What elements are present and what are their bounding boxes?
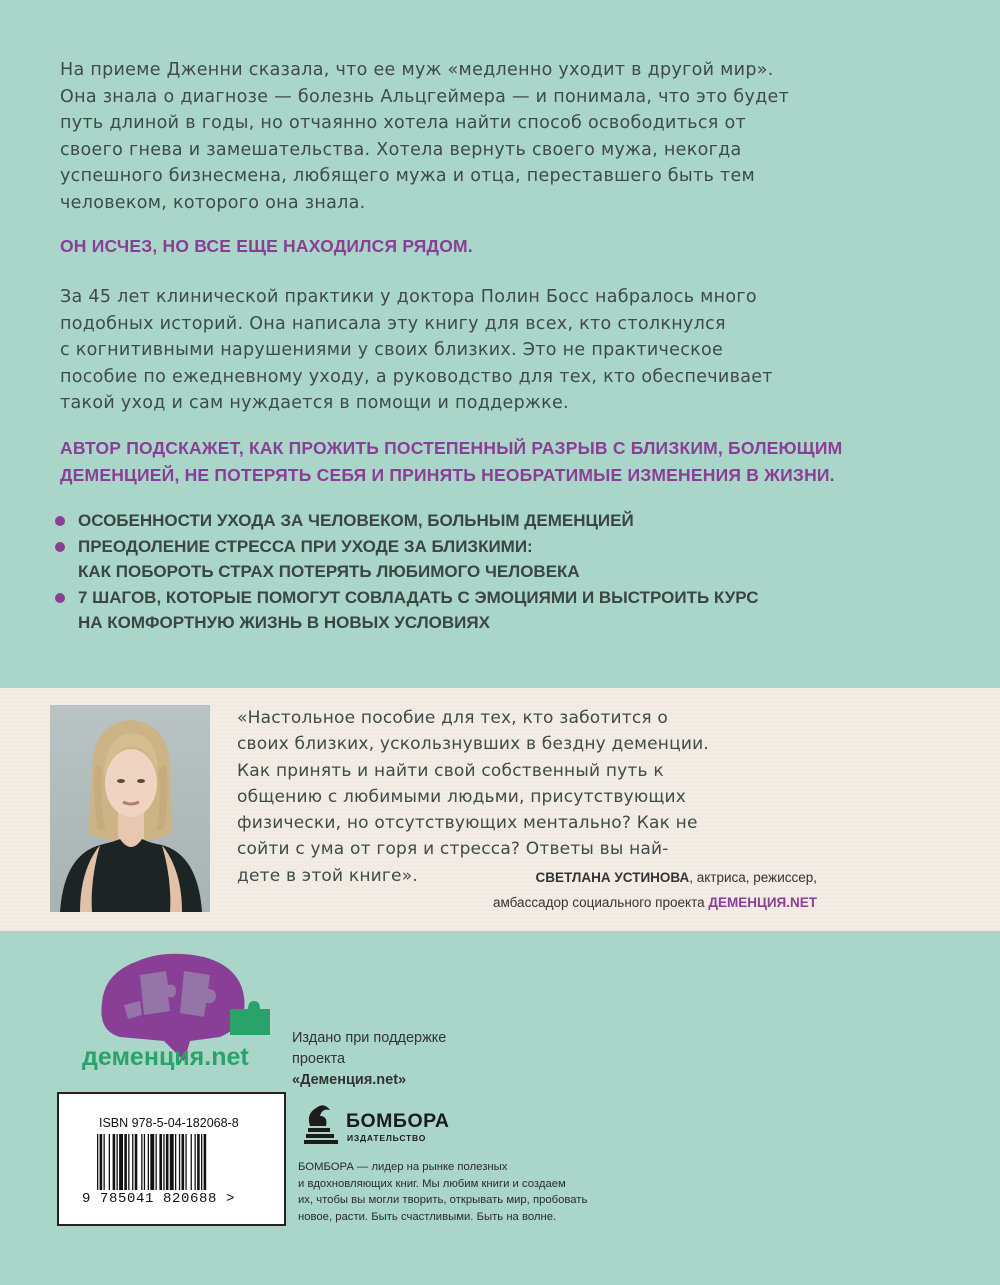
author-photo	[50, 705, 210, 912]
quote-line: дете в этой книге».	[237, 865, 418, 886]
quote-line: сойти с ума от горя и стресса? Ответы вы най-	[237, 839, 669, 860]
quote-line: Как принять и найти свой собственный путь к	[237, 760, 664, 781]
quote-line: своих близких, ускользнувших в бездну деменции.	[237, 734, 709, 755]
practice-line: такой уход и сам нуждается в помощи и поддержке.	[60, 393, 569, 413]
quote-line: «Настольное пособие для тех, кто заботится о	[237, 708, 669, 728]
accent-heading-1: ОН ИСЧЕЗ, НО ВСЕ ЕЩЕ НАХОДИЛСЯ РЯДОМ.	[60, 236, 473, 256]
intro-line: человеком, которого она знала.	[60, 192, 366, 213]
support-project: «Деменция.net»	[292, 1072, 407, 1088]
bullet-dot-icon	[55, 542, 65, 552]
practice-line: пособие по ежедневному уходу, а руководство для тех, кто обеспечивает	[60, 366, 773, 387]
quote-line: физически, но отсутствующих ментально? Как не	[237, 813, 698, 834]
portrait-illustration	[50, 705, 210, 912]
bullet-dot-icon	[55, 516, 65, 526]
feature-list	[55, 508, 955, 636]
list-item: ПРЕОДОЛЕНИЕ СТРЕССА ПРИ УХОДЕ ЗА БЛИЗКИМИ: КАК ПОБОРОТЬ СТРАХ ПОТЕРЯТЬ ЛЮБИМОГО ЧЕЛОВЕКА	[55, 534, 955, 585]
intro-line: успешного бизнесмена, любящего мужа и отца, переставшего быть тем	[60, 166, 756, 186]
quote-line: общению с любимыми людьми, присутствующих	[237, 786, 687, 807]
list-item: 7 ШАГОВ, КОТОРЫЕ ПОМОГУТ СОВЛАДАТЬ С ЭМОЦИЯМИ И ВЫСТРОИТЬ КУРС НА КОМФОРТНУЮ ЖИЗНЬ В НОВЫХ УСЛОВИЯХ	[55, 585, 955, 636]
quote-text	[237, 705, 957, 889]
accent-heading-2: АВТОР ПОДСКАЖЕТ, КАК ПРОЖИТЬ ПОСТЕПЕННЫЙ РАЗРЫВ С БЛИЗКИМ, БОЛЕЮЩИМ ДЕМЕНЦИЕЙ, НЕ ПОТЕРЯТЬ СЕБЯ И ПРИНЯТЬ НЕОБРАТИМЫЕ ИЗМЕНЕНИЯ В ЖИЗНИ.	[60, 438, 843, 485]
barcode-digits: 9 785041 820688 >	[82, 1191, 236, 1207]
quote-author-role: , актриса, режиссер,	[689, 870, 817, 885]
project-name: ДЕМЕНЦИЯ.NET	[708, 895, 817, 910]
bullet-dot-icon	[55, 593, 65, 603]
publisher-description: БОМБОРА — лидер на рынке полезных и вдохновляющих книг. Мы любим книги и создаем их, чтобы вы могли творить, открывать мир, пробовать новое, расти. Быть счастливыми. Быть на волне.	[298, 1161, 588, 1223]
quote-attribution	[217, 870, 817, 885]
quote-attribution-line2: амбассадор социального проекта ДЕМЕНЦИЯ.NET	[493, 895, 817, 910]
intro-paragraph	[60, 57, 940, 216]
publisher-subtitle: ИЗДАТЕЛЬСТВО	[347, 1133, 427, 1143]
publisher-name: БОМБОРА	[346, 1110, 450, 1132]
bombora-wave-icon	[300, 1098, 342, 1148]
dementia-net-logo	[80, 945, 285, 1075]
intro-line: своего гнева и замешательства. Хотела вернуть своего мужа, некогда	[60, 139, 742, 160]
practice-line: подобных историй. Она написала эту книгу для всех, кто столкнулся	[60, 313, 726, 334]
intro-line: Она знала о диагнозе — болезнь Альцгеймера — и понимала, что это будет	[60, 86, 790, 107]
practice-line: с когнитивными нарушениями у своих близких. Это не практическое	[60, 340, 724, 360]
support-note: Издано при поддержке проекта «Деменция.net»	[292, 1030, 447, 1088]
list-item: ОСОБЕННОСТИ УХОДА ЗА ЧЕЛОВЕКОМ, БОЛЬНЫМ ДЕМЕНЦИЕЙ	[55, 508, 955, 534]
barcode-bars	[97, 1134, 255, 1190]
intro-line: На приеме Дженни сказала, что ее муж «медленно уходит в другой мир».	[60, 60, 774, 80]
practice-paragraph	[60, 284, 940, 417]
isbn-label: ISBN 978-5-04-182068-8	[99, 1116, 239, 1130]
practice-line: За 45 лет клинической практики у доктора Полин Босс набралось много	[60, 287, 757, 307]
intro-line: путь длиной в годы, но отчаянно хотела найти способ освободиться от	[60, 113, 746, 133]
logo-text: деменция.net	[82, 1043, 249, 1071]
quote-author-name: СВЕТЛАНА УСТИНОВА	[535, 870, 690, 885]
